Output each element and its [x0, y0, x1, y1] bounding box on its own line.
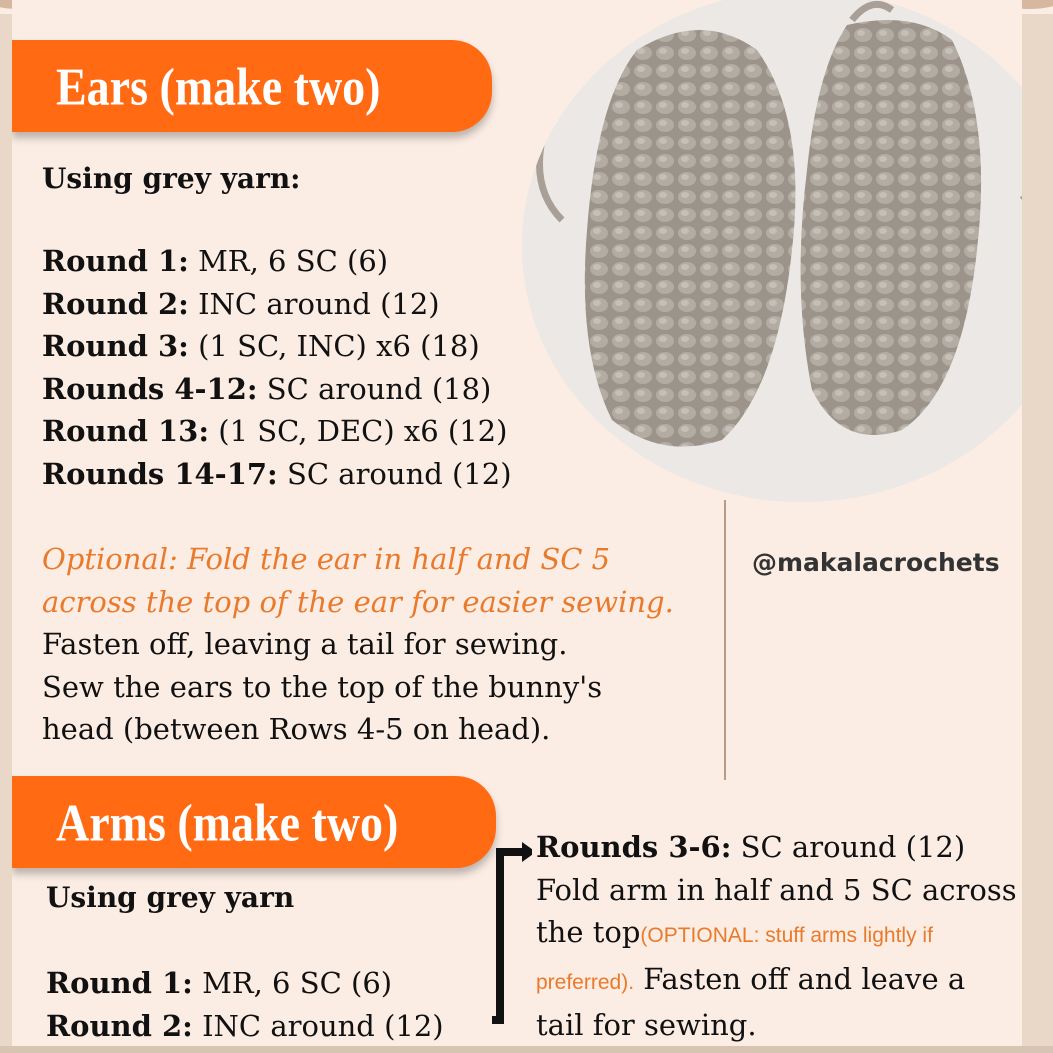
bottom-edge — [0, 1046, 1053, 1053]
arms-continued-instructions — [536, 826, 1017, 1047]
arms-round-list — [46, 962, 444, 1047]
ears-finish-line-1: Fasten off, leaving a tail for sewing. — [42, 627, 568, 661]
arms-yarn-note: Using grey yarn — [46, 881, 295, 914]
arms-round-1: Round 1: MR, 6 SC (6) — [46, 966, 393, 1000]
ears-finish-line-2: Sew the ears to the top of the bunny's — [42, 669, 603, 704]
ears-section-banner — [12, 40, 492, 132]
pattern-page — [12, 0, 1022, 1053]
ears-finish-line-3: head (between Rows 4-5 on head). — [42, 712, 551, 746]
ears-round-13: Round 13: (1 SC, DEC) x6 (12) — [42, 414, 508, 448]
ears-finishing-notes — [42, 538, 674, 751]
ears-rounds-14-17: Rounds 14-17: SC around (12) — [42, 456, 512, 491]
arms-rounds-3-6: Rounds 3-6: SC around (12) — [536, 830, 966, 864]
arms-fold-line: Fold arm in half and 5 SC across — [536, 872, 1017, 907]
ears-round-1: Round 1: MR, 6 SC (6) — [42, 244, 389, 278]
arms-section-banner — [12, 776, 496, 868]
arms-fasten-line: preferred). Fasten off and leave a — [536, 961, 966, 996]
ears-round-3: Round 3: (1 SC, INC) x6 (18) — [42, 329, 480, 363]
continue-arrow-icon — [452, 830, 532, 1030]
ears-optional-line-2: across the top of the ear for easier sewing. — [42, 584, 674, 619]
ears-yarn-note: Using grey yarn: — [42, 162, 301, 195]
author-handle: @makalacrochets — [752, 548, 1000, 577]
crochet-ears-photo — [522, 0, 1022, 502]
arms-section-title: Arms (make two) — [56, 792, 399, 852]
arms-top-line: the top(OPTIONAL: stuff arms lightly if — [536, 915, 933, 949]
ears-round-2: Round 2: INC around (12) — [42, 286, 440, 321]
ears-optional-line-1: Optional: Fold the ear in half and SC 5 — [42, 542, 611, 576]
arms-round-2: Round 2: INC around (12) — [46, 1008, 444, 1043]
ears-section-title: Ears (make two) — [56, 56, 381, 116]
arms-tail-line: tail for sewing. — [536, 1008, 757, 1042]
ears-rounds-4-12: Rounds 4-12: SC around (18) — [42, 371, 492, 406]
ears-round-list — [42, 240, 512, 495]
vertical-divider — [724, 500, 726, 780]
